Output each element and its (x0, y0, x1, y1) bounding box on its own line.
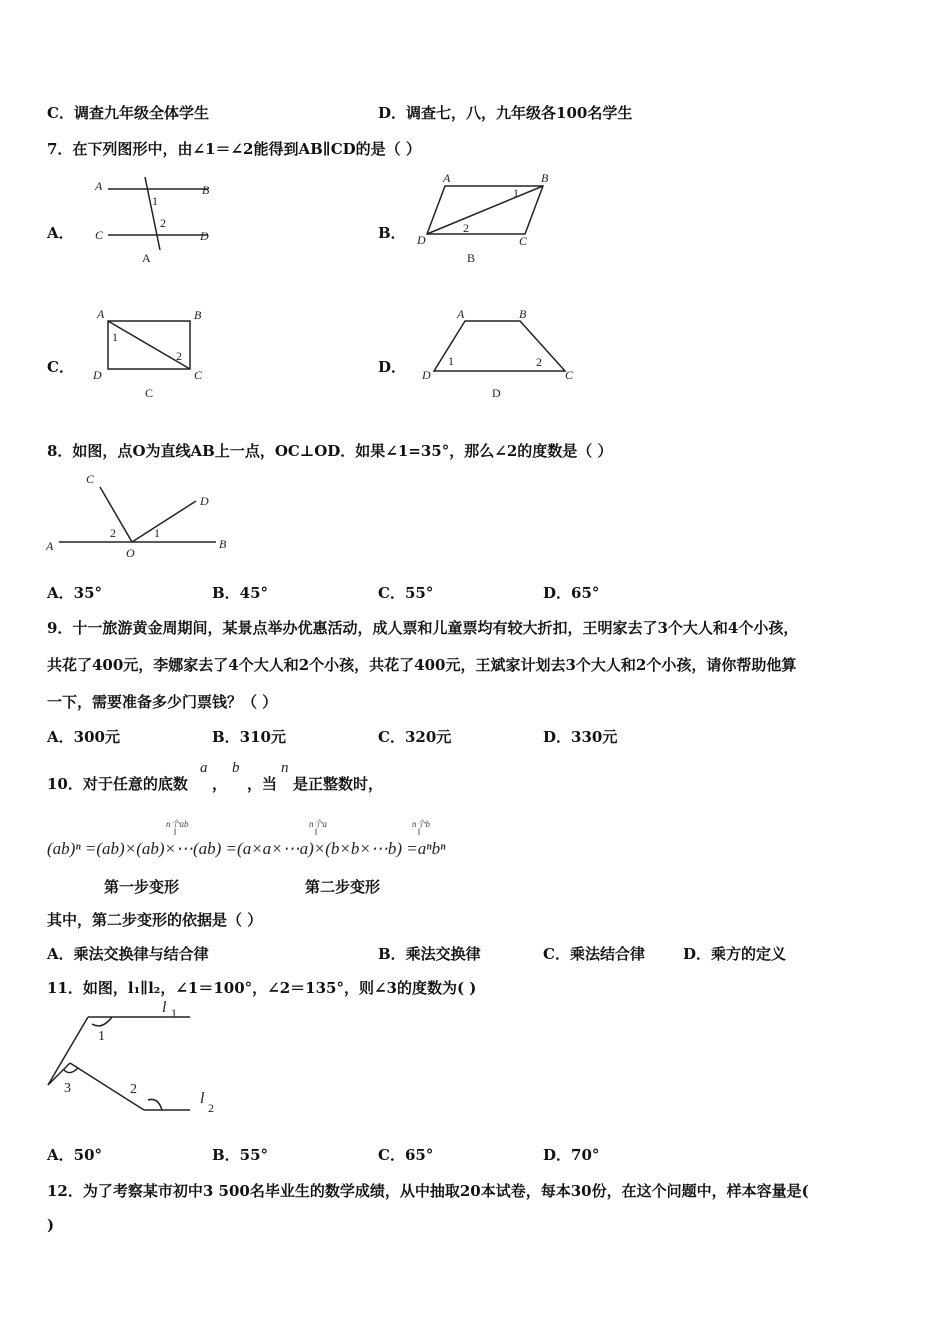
q6-option-c: C．调查九年级全体学生 (47, 104, 209, 122)
q7-figure-a (90, 172, 230, 267)
q9-line-1: 9．十一旅游黄金周期间，某景点举办优惠活动，成人票和儿童票均有较大折扣，王明家去了3个大人和4个小孩， (47, 619, 799, 637)
q11-option-b: B．55° (212, 1146, 269, 1164)
label-A: A (95, 179, 103, 193)
q8-option-b: B．45° (212, 584, 269, 602)
q10-sep: ， (212, 775, 228, 793)
q10-option-a: A．乘法交换律与结合律 (47, 945, 209, 963)
angle-1: 1 (448, 354, 454, 368)
q11-figure (40, 1000, 230, 1125)
angle-1: 1 (112, 330, 118, 344)
q9-line-3: 一下，需要准备多少门票钱？（ ） (47, 693, 278, 711)
q6-option-d: D．调查七，八，九年级各100名学生 (378, 104, 633, 122)
q10-step-2: 第二步变形 (305, 878, 381, 896)
q7-option-b-label: B． (378, 224, 406, 242)
angle-2: 2 (536, 355, 542, 369)
q7-stem: 7．在下列图形中，由∠1＝∠2能得到AB∥CD的是（ ） (47, 140, 421, 158)
q7-figure-b (415, 170, 565, 268)
caption: D (492, 386, 501, 400)
angle-1: 1 (513, 186, 519, 200)
label-l1: l (162, 1000, 167, 1016)
label-D: D (93, 368, 102, 382)
label-O: O (126, 546, 135, 560)
caption: B (467, 251, 476, 265)
q11-option-a: A．50° (47, 1146, 103, 1164)
angle-2: 2 (110, 526, 116, 540)
q7-option-d-label: D． (378, 358, 407, 376)
q9-option-c: C．320元 (378, 728, 452, 746)
label-l2: l (200, 1090, 205, 1107)
angle-1: 1 (98, 1029, 105, 1044)
q8-figure (44, 465, 244, 565)
label-C: C (95, 228, 104, 242)
label-A: A (97, 307, 105, 321)
q12-line-2: ) (47, 1216, 55, 1234)
label-C: C (565, 368, 574, 382)
label-A: A (46, 539, 54, 553)
label-A: A (443, 171, 451, 185)
q10-brace-label-2: n个a (309, 819, 328, 829)
q10-option-d: D．乘方的定义 (683, 945, 787, 963)
q10-stem-part-1: 10．对于任意的底数 (47, 775, 188, 793)
q10-var-n: n (281, 760, 289, 776)
q7-option-a-label: A． (47, 224, 74, 242)
caption: A (142, 251, 151, 265)
angle-1: 1 (154, 526, 160, 540)
label-D: D (200, 229, 209, 243)
label-D: D (417, 233, 426, 247)
label-D: D (200, 494, 209, 508)
angle-1: 1 (152, 194, 158, 208)
label-l1-sub: 1 (171, 1006, 177, 1020)
q10-var-b: b (232, 760, 240, 776)
q10-brace-label-1: n个ab (166, 819, 189, 829)
q10-stem-part-2: ，当 (247, 775, 278, 793)
q11-option-d: D．70° (543, 1146, 600, 1164)
label-l2-sub: 2 (208, 1101, 214, 1115)
label-B: B (519, 307, 527, 321)
q9-option-b: B．310元 (212, 728, 286, 746)
angle-2: 2 (130, 1082, 137, 1097)
q7-figure-c (90, 305, 220, 403)
q10-formula: (ab)ⁿ =(ab)×(ab)×⋯(ab) =(a×a×⋯a)×(b×b×⋯b) =aⁿbⁿ (47, 839, 446, 858)
q10-step-1: 第一步变形 (104, 878, 180, 896)
angle-2: 2 (463, 221, 469, 235)
label-A: A (457, 307, 465, 321)
q9-option-a: A．300元 (47, 728, 120, 746)
label-B: B (202, 183, 210, 197)
label-B: B (541, 171, 549, 185)
q11-option-c: C．65° (378, 1146, 434, 1164)
q12-line-1: 12．为了考察某市初中3 500名毕业生的数学成绩，从中抽取20本试卷，每本30份，在这个问题中，样本容量是( (47, 1182, 809, 1200)
q9-line-2: 共花了400元，李娜家去了4个大人和2个小孩，共花了400元，王斌家计划去3个大人和2个小孩，请你帮助他算 (47, 656, 797, 674)
q8-option-d: D．65° (543, 584, 600, 602)
q9-option-d: D．330元 (543, 728, 618, 746)
angle-2: 2 (160, 216, 166, 230)
q7-figure-d (420, 305, 580, 403)
label-B: B (219, 537, 227, 551)
q10-option-b: B．乘法交换律 (378, 945, 481, 963)
label-B: B (194, 308, 202, 322)
q10-brace-label-3: n个b (412, 819, 431, 829)
label-C: C (86, 472, 95, 486)
q10-question: 其中，第二步变形的依据是（ ） (47, 911, 263, 929)
label-C: C (519, 234, 528, 248)
q8-option-a: A．35° (47, 584, 103, 602)
q10-stem-part-3: 是正整数时， (293, 775, 384, 793)
angle-3: 3 (64, 1081, 71, 1096)
label-D: D (422, 368, 431, 382)
label-C: C (194, 368, 203, 382)
q10-option-c: C．乘法结合律 (543, 945, 645, 963)
q8-stem: 8．如图，点O为直线AB上一点，OC⊥OD．如果∠1=35°，那么∠2的度数是（ ） (47, 442, 613, 460)
q8-option-c: C．55° (378, 584, 434, 602)
q11-stem: 11．如图，l₁∥l₂，∠1＝100°，∠2＝135°，则∠3的度数为( ) (47, 979, 477, 997)
caption: C (145, 386, 154, 400)
angle-2: 2 (176, 349, 182, 363)
q10-var-a: a (200, 760, 208, 776)
q7-option-c-label: C． (47, 358, 74, 376)
